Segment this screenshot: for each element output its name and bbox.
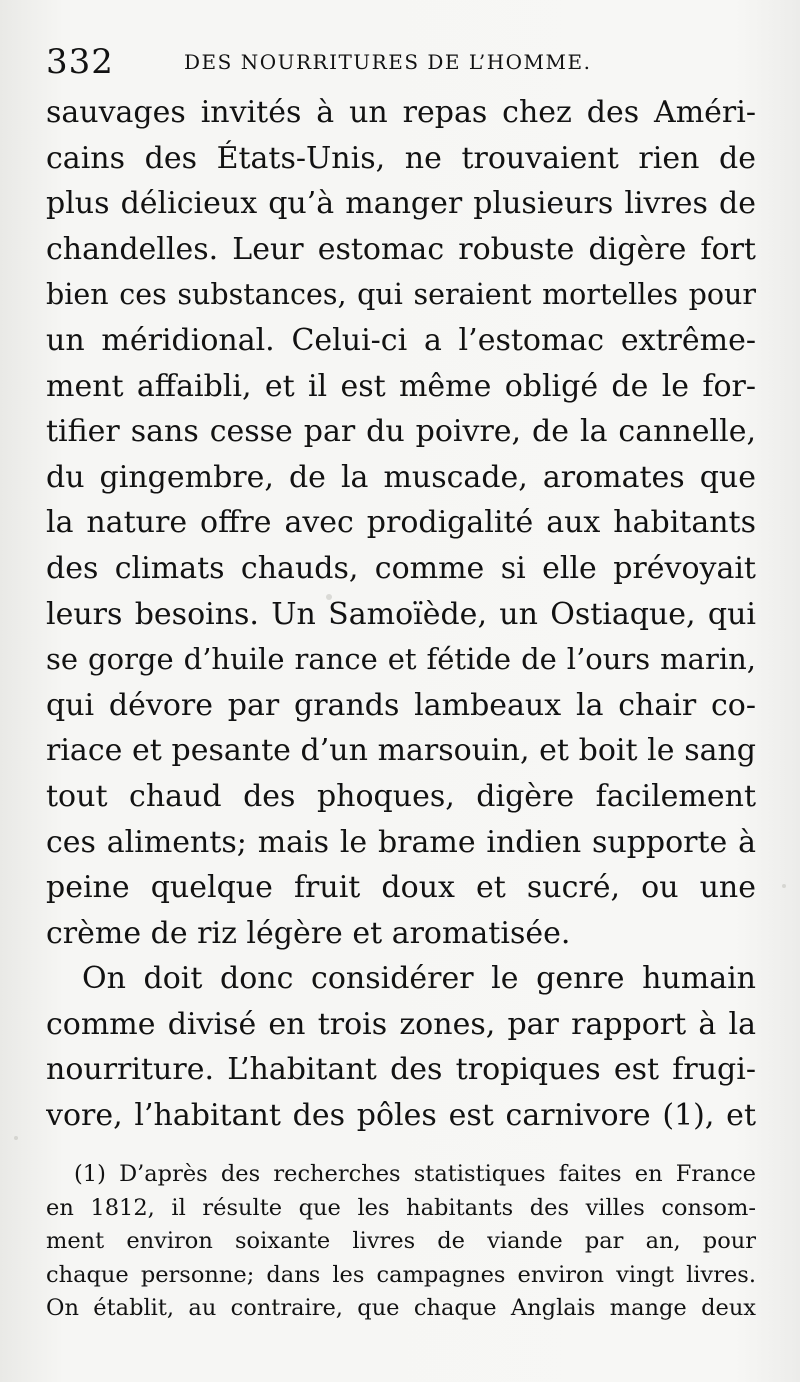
text-line: comme divisé en trois zones, par rapport à la	[46, 1006, 756, 1042]
paper-spot	[782, 884, 786, 888]
body-text	[46, 90, 756, 1139]
text-line: un méridional. Celui-ci a l’estomac extrême-	[46, 322, 756, 358]
text-line: bien ces substances, qui seraient mortelles pour	[46, 278, 756, 312]
text-line: du gingembre, de la muscade, aromates que	[46, 459, 756, 495]
footnote-line: (1) D’après des recherches statistiques faites en France	[74, 1161, 756, 1187]
text-line: chandelles. Leur estomac robuste digère fort	[46, 231, 756, 267]
text-line: sauvages invités à un repas chez des Améri-	[46, 95, 756, 130]
text-line: qui dévore par grands lambeaux la chair co-	[46, 687, 756, 723]
page-number: 332	[46, 42, 114, 82]
text-line: plus délicieux qu’à manger plusieurs livres de	[46, 186, 756, 222]
footnote-line: ment environ soixante livres de viande par an, pour	[46, 1228, 756, 1255]
text-line: cains des États-Unis, ne trouvaient rien de	[46, 140, 756, 176]
text-line: ment affaibli, et il est même obligé de le for-	[46, 368, 756, 404]
footnote	[46, 1158, 756, 1326]
paragraph-last-line: crème de riz légère et aromatisée.	[46, 915, 571, 951]
text-line: ces aliments; mais le brame indien supporte à	[46, 824, 756, 860]
text-line: riace et pesante d’un marsouin, et boit le sang	[46, 733, 756, 769]
footnote-line: en 1812, il résulte que les habitants des villes consom-	[46, 1194, 756, 1221]
text-line: se gorge d’huile rance et fétide de l’ours marin,	[46, 642, 756, 677]
text-line: nourriture. L’habitant des tropiques est frugi-	[46, 1052, 756, 1088]
footnote-line: On établit, au contraire, que chaque Anglais mange deux	[46, 1295, 756, 1322]
text-line: leurs besoins. Un Samoïède, un Ostiaque, qui	[46, 596, 756, 632]
paragraph-first-line: On doit donc considérer le genre humain	[82, 961, 756, 997]
text-line: tifier sans cesse par du poivre, de la cannelle,	[46, 414, 756, 450]
footnote-line: chaque personne; dans les campagnes environ vingt livres.	[46, 1261, 756, 1288]
text-line: peine quelque fruit doux et sucré, ou une	[46, 870, 756, 906]
text-line: vore, l’habitant des pôles est carnivore (1), et	[46, 1098, 756, 1134]
page-header	[46, 40, 756, 80]
text-line: la nature offre avec prodigalité aux habitants	[46, 505, 756, 541]
text-line: tout chaud des phoques, digère facilement	[46, 778, 756, 814]
text-line: des climats chauds, comme si elle prévoyait	[46, 550, 756, 586]
paper-spot	[14, 1136, 18, 1140]
running-head: DES NOURRITURES DE L’HOMME.	[184, 50, 592, 74]
